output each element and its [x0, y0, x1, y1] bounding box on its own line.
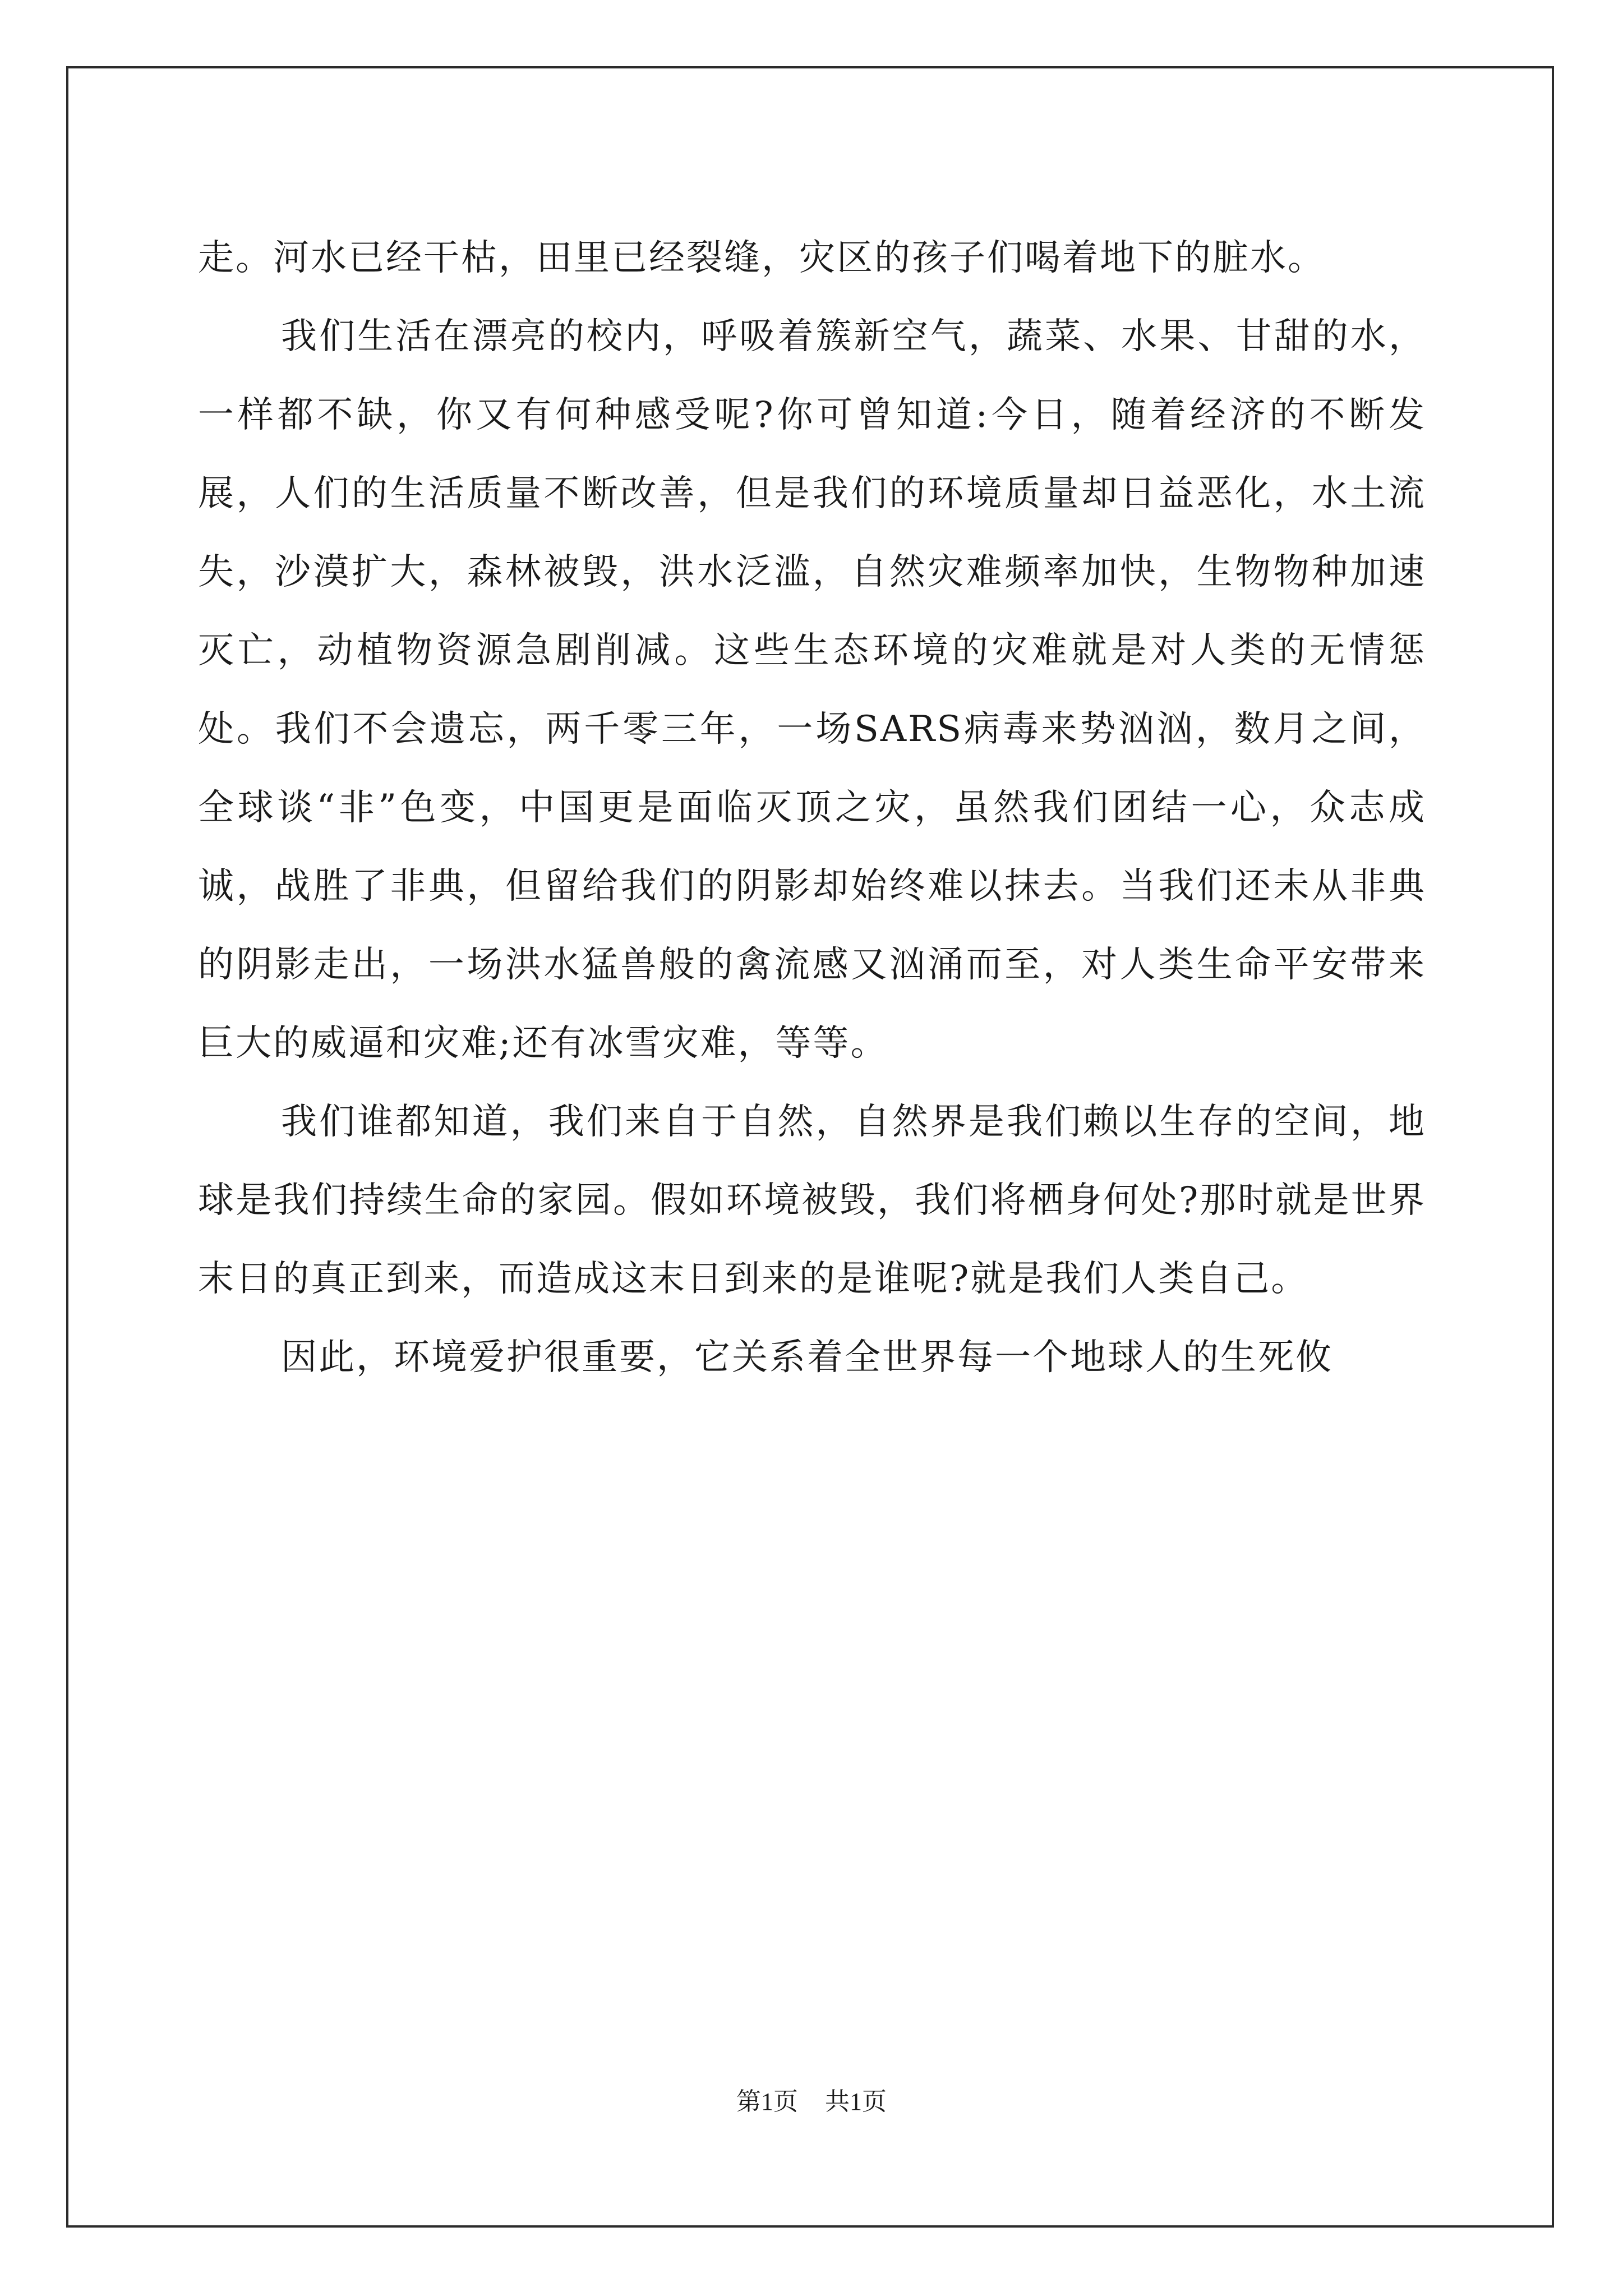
paragraph-1: 走。河水已经干枯，田里已经裂缝，灾区的孩子们喝着地下的脏水。 [198, 237, 1325, 279]
paragraph-4: 因此，环境爱护很重要，它关系着全世界每一个地球人的生死攸 [281, 1337, 1333, 1378]
paragraph-3: 我们谁都知道，我们来自于自然，自然界是我们赖以生存的空间，地球是我们持续生命的家园。假如环境被毁，我们将栖身何处?那时就是世界末日的真正到来，而造成这末日到来的是谁呢?就是我们人类自己。 [198, 1101, 1426, 1300]
page-total: 共1页 [825, 2088, 887, 2115]
paragraph-2: 我们生活在漂亮的校内，呼吸着簇新空气，蔬菜、水果、甘甜的水，一样都不缺，你又有何种感受呢?你可曾知道:今日，随着经济的不断发展，人们的生活质量不断改善，但是我们的环境质量却日益恶化，水土流失，沙漠扩大，森林被毁，洪水泛滥，自然灾难频率加快，生物物种加速灭亡，动植物资源急剧削减。这些生态环境的灾难就是对人类的无情惩处。我们不会遗忘，两千零三年，一场SARS病毒来势汹汹，数月之间，全球谈“非”色变，中国更是面临灭顶之灾，虽然我们团结一心，众志成诚，战胜了非典，但留给我们的阴影却始终难以抹去。当我们还未从非典的阴影走出，一场洪水猛兽般的禽流感又汹涌而至，对人类生命平安带来巨大的威逼和灾难;还有冰雪灾难，等等。 [198, 316, 1426, 1064]
document-body [198, 219, 1426, 1397]
page-footer [0, 2081, 1623, 2117]
page-number: 第1页 [736, 2088, 798, 2115]
